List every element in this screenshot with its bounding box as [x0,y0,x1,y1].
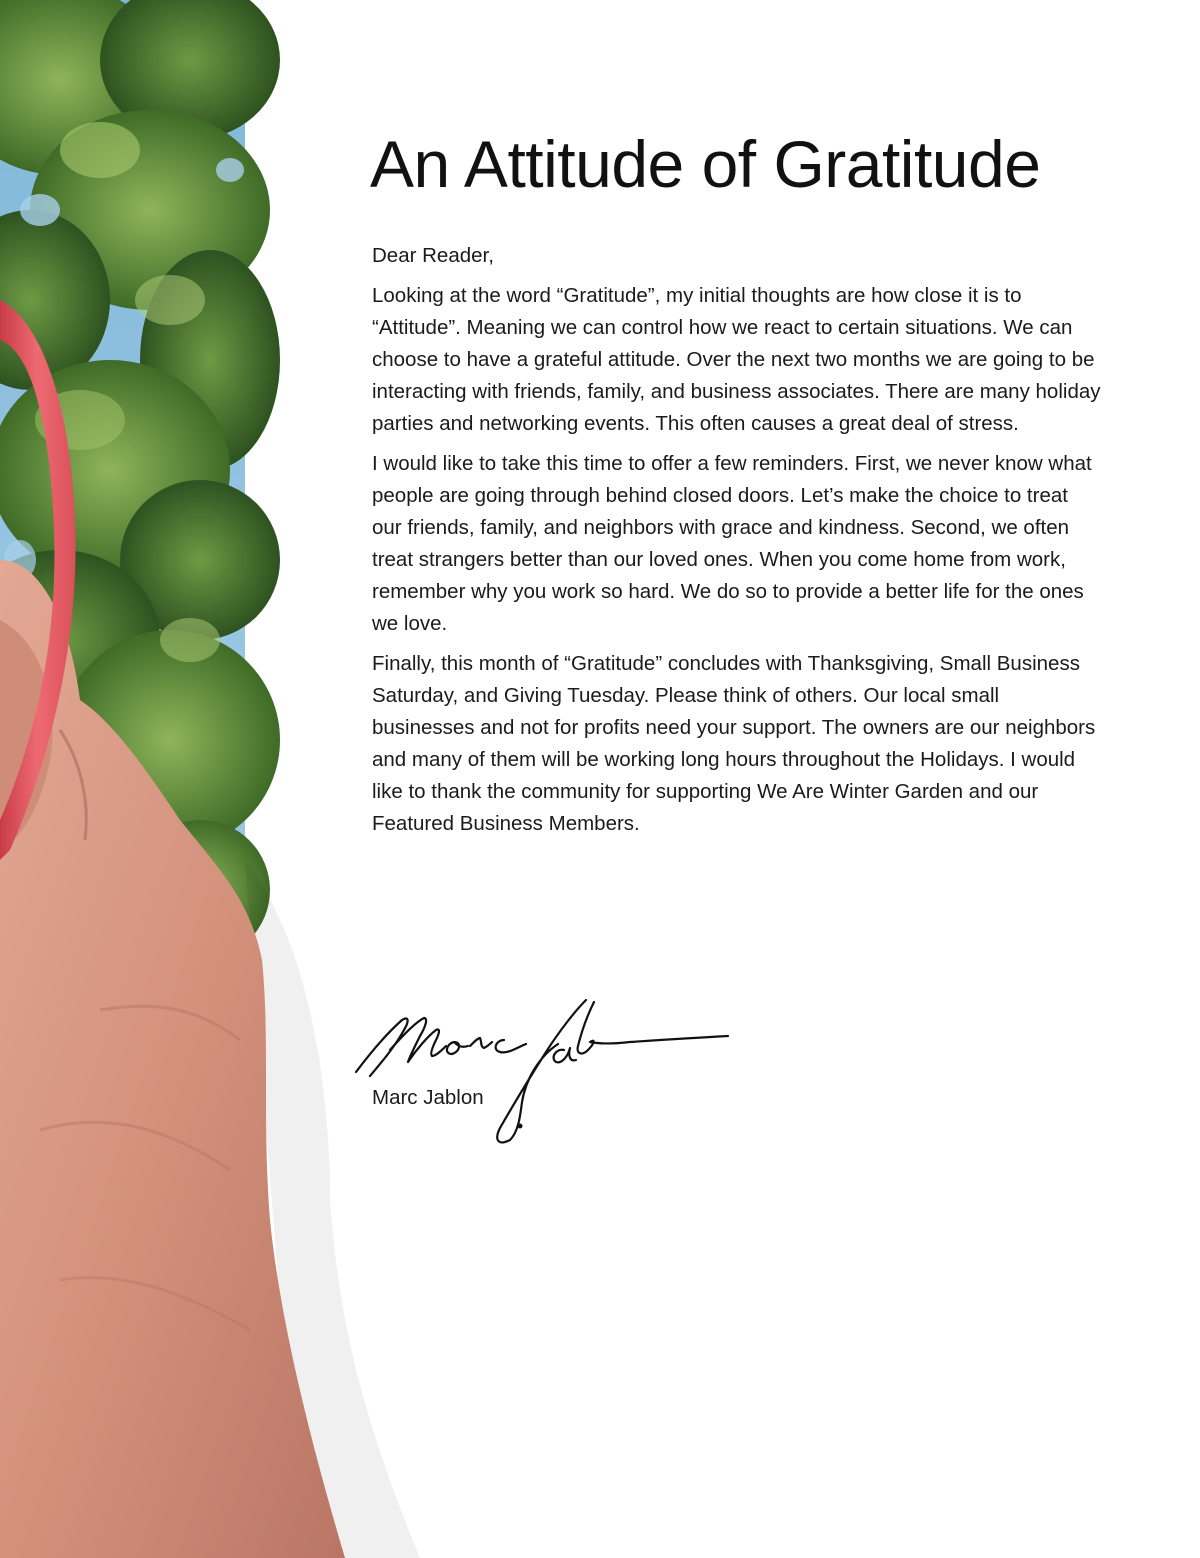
letter-body [372,240,1102,848]
letter-title: An Attitude of Gratitude [370,127,1041,201]
paragraph-1: Looking at the word “Gratitude”, my initial thoughts are how close it is to “Attitude”. Meaning we can control how we react to certain situations. We can choose to have a grateful attitude. Over the next two months we are going to be interacting with friends, family, and business associates. There are many holiday parties and networking events. This often causes a great deal of stress. [372,284,1101,435]
salutation: Dear Reader, [372,244,494,267]
paragraph-3: Finally, this month of “Gratitude” concludes with Thanksgiving, Small Business Saturday, and Giving Tuesday. Please think of others. Our local small businesses and not for profits need your support. The owners are our neighbors and many of them will be working long hours throughout the Holidays. I would like to thank the community for supporting We Are Winter Garden and our Featured Business Members. [372,652,1096,835]
paragraph-2: I would like to take this time to offer a few reminders. First, we never know what people are going through behind closed doors. Let’s make the choice to treat our friends, family, and neighbors with grace and kindness. Second, we often treat strangers better than our loved ones. When you come home from work, remember why you work so hard. We do so to provide a better life for the ones we love. [372,452,1092,635]
hand-holding-ribbon-photo [0,0,420,1558]
signer-name: Marc Jablon [372,1086,484,1109]
handwritten-signature [350,990,740,1160]
